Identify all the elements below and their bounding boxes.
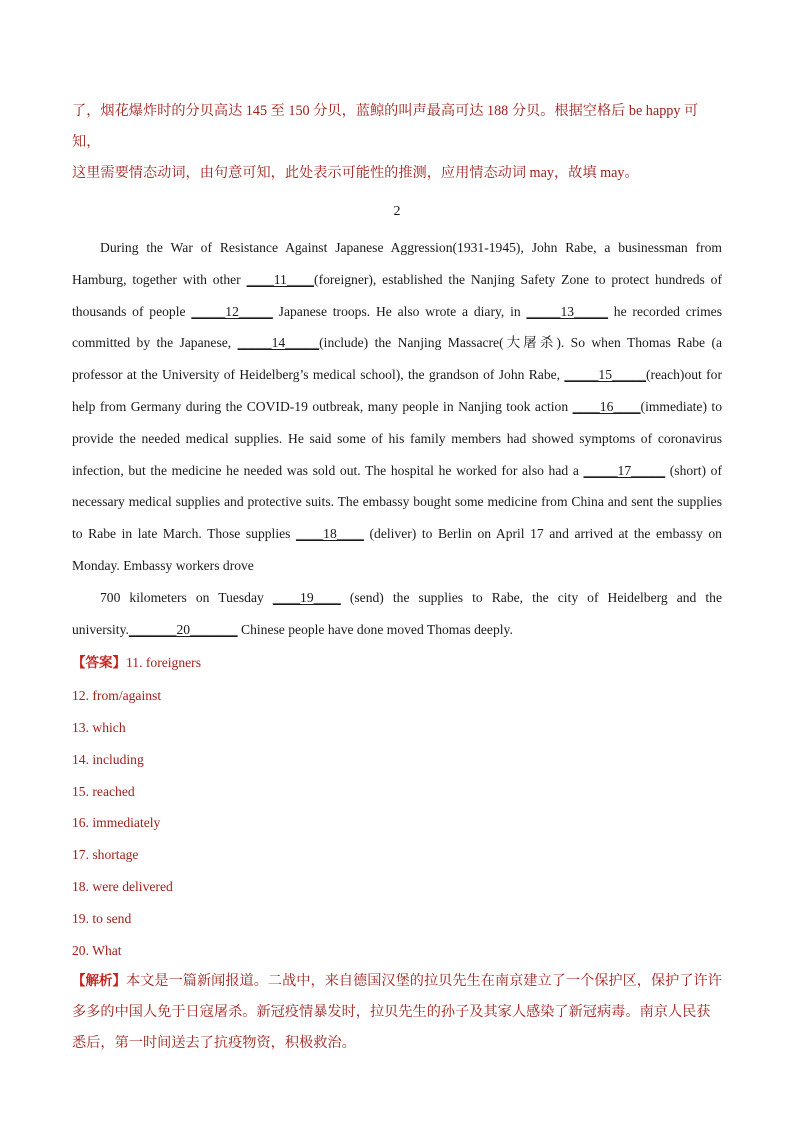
explanation-line-2: 这里需要情态动词，由句意可知，此处表示可能性的推测，应用情态动词 may，故填 may。: [72, 165, 639, 181]
analysis-label: 【解析】: [72, 973, 126, 990]
passage-text: (immediate) to provide the needed medical supplies. He said some of his family members had showed symptoms of coronavirus infection, but the medicine he needed was sold out. The hospital he worked for also had a: [72, 398, 722, 478]
answer-item: 19. to send: [72, 910, 132, 926]
blank-16: ____16____: [572, 398, 641, 414]
analysis-text: 本文是一篇新闻报道。二战中，来自德国汉堡的拉贝先生在南京建立了一个保护区，保护了许许多多的中国人免于日寇屠杀。新冠疫情暴发时，拉贝先生的孙子及其家人感染了新冠病毒。南京人民获悉后，第一时间送去了抗疫物资，积极救治。: [72, 973, 722, 1052]
section-number: 2: [393, 204, 401, 219]
explanation-line-1: 了，烟花爆炸时的分贝高达 145 至 150 分贝，蓝鲸的叫声最高可达 188 分贝。根据空格后 be happy 可知，: [72, 103, 699, 150]
analysis-paragraph: [72, 966, 722, 1059]
answer-item: 14. including: [72, 751, 144, 767]
passage-text: (short) of necessary medical supplies and protective suits. The embassy bought some medicine from China and sent the supplies to Rabe in late March. Those supplies: [72, 462, 722, 542]
blank-18: ____18____: [295, 526, 364, 542]
previous-explanation: [72, 96, 722, 189]
answer-item: 15. reached: [72, 783, 135, 799]
blank-19: ____19____: [272, 589, 341, 605]
passage-text: (send) the supplies to Rabe, the city of Heidelberg and the university.: [72, 589, 722, 637]
passage-text: Japanese troops. He also wrote a diary, in: [272, 303, 527, 319]
passage-paragraph-2: [72, 582, 722, 646]
answer-text: 11. foreigners: [126, 655, 201, 671]
answer-item: 13. which: [72, 719, 126, 735]
answer-item: 12. from/against: [72, 688, 162, 704]
passage-text: (foreigner), established the Nanjing Safety Zone to protect hundreds of thousands of people: [72, 271, 722, 319]
answer-item: 16. immediately: [72, 815, 161, 831]
answer-item: [72, 647, 722, 680]
blank-17: _____17_____: [583, 462, 666, 478]
answer-list: [72, 647, 722, 966]
blank-20: _______20_______: [128, 621, 238, 637]
passage-text: 700 kilometers on Tuesday: [100, 589, 273, 605]
document-page: [72, 96, 722, 1059]
passage-text: (include) the Nanjing Massacre(大屠杀). So when Thomas Rabe (a professor at the University of Heidelberg’s medical school), the grandson of John Rabe,: [72, 335, 722, 383]
answer-item: 18. were delivered: [72, 878, 173, 894]
passage-paragraph-1: [72, 232, 722, 582]
passage-text: Chinese people have done moved Thomas deeply.: [237, 621, 513, 637]
blank-11: ____11____: [246, 271, 315, 287]
answer-label: 【答案】: [72, 655, 126, 672]
blank-15: _____15_____: [564, 367, 646, 383]
answer-item: 20. What: [72, 942, 122, 958]
blank-13: _____13_____: [526, 303, 609, 319]
passage-text: (deliver) to Berlin on April 17 and arrived at the embassy on Monday. Embassy workers drove: [72, 526, 722, 573]
passage-text: During the War of Resistance Against Japanese Aggression(1931-1945), John Rabe, a businessman from Hamburg, together with other: [72, 240, 722, 287]
answer-item: 17. shortage: [72, 847, 139, 863]
blank-12: _____12_____: [191, 303, 273, 319]
passage-text: he recorded crimes committed by the Japanese,: [72, 303, 722, 351]
blank-14: _____14_____: [237, 335, 320, 351]
passage-text: (reach)out for help from Germany during the COVID-19 outbreak, many people in Nanjing took action: [72, 367, 722, 414]
